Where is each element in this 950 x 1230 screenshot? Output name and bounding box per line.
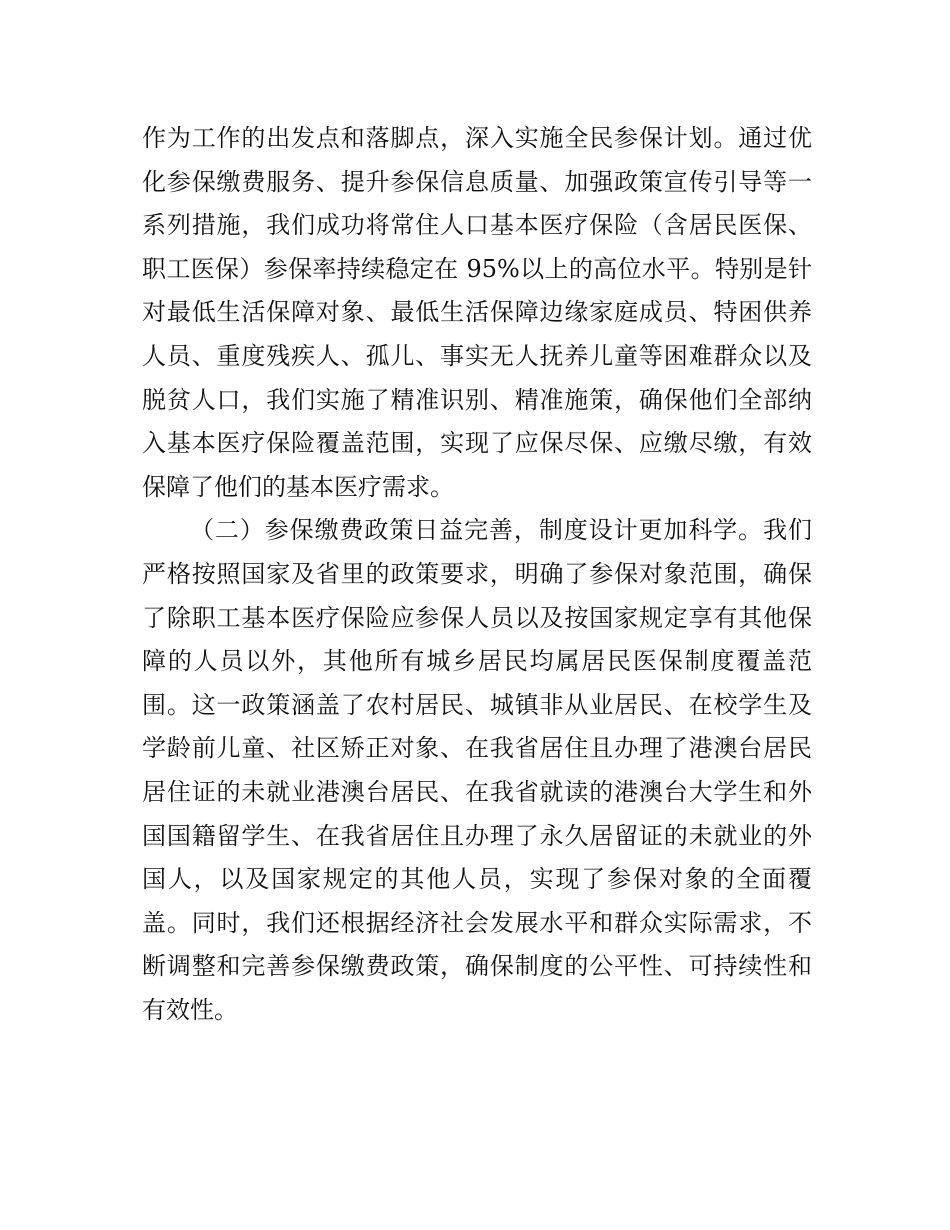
- paragraph-line: 断调整和完善参保缴费政策，确保制度的公平性、可持续性和: [142, 952, 812, 981]
- paragraph-line: 系列措施，我们成功将常住人口基本医疗保险（含居民医保、: [142, 211, 812, 240]
- paragraph-line: （二）参保缴费政策日益完善，制度设计更加科学。我们: [190, 516, 812, 545]
- paragraph-line: 保障了他们的基本医疗需求。: [142, 472, 454, 501]
- paragraph-line: 严格按照国家及省里的政策要求，明确了参保对象范围，确保: [142, 559, 812, 588]
- paragraph-line: 入基本医疗保险覆盖范围，实现了应保尽保、应缴尽缴，有效: [142, 429, 812, 458]
- paragraph-line: 国人，以及国家规定的其他人员，实现了参保对象的全面覆: [142, 865, 812, 894]
- paragraph-line: 学龄前儿童、社区矫正对象、在我省居住且办理了港澳台居民: [142, 734, 812, 763]
- paragraph-line: 职工医保）参保率持续稳定在 95%以上的高位水平。特别是针: [142, 254, 812, 283]
- paragraph-line: 有效性。: [142, 995, 238, 1024]
- paragraph-line: 国国籍留学生、在我省居住且办理了永久居留证的未就业的外: [142, 821, 812, 850]
- paragraph-line: 了除职工基本医疗保险应参保人员以及按国家规定享有其他保: [142, 603, 812, 632]
- paragraph-1: [142, 117, 812, 509]
- document-body: [142, 117, 812, 1032]
- paragraph-line: 作为工作的出发点和落脚点，深入实施全民参保计划。通过优: [142, 124, 812, 152]
- paragraph-line: 脱贫人口，我们实施了精准识别、精准施策，确保他们全部纳: [142, 385, 812, 414]
- paragraph-2: [142, 509, 812, 1032]
- paragraph-line: 居住证的未就业港澳台居民、在我省就读的港澳台大学生和外: [142, 777, 812, 806]
- paragraph-line: 对最低生活保障对象、最低生活保障边缘家庭成员、特困供养: [142, 298, 812, 327]
- paragraph-line: 盖。同时，我们还根据经济社会发展水平和群众实际需求，不: [142, 908, 812, 937]
- paragraph-line: 人员、重度残疾人、孤儿、事实无人抚养儿童等困难群众以及: [142, 341, 812, 370]
- paragraph-line: 围。这一政策涵盖了农村居民、城镇非从业居民、在校学生及: [142, 690, 812, 719]
- paragraph-line: 化参保缴费服务、提升参保信息质量、加强政策宣传引导等一: [142, 167, 812, 196]
- paragraph-line: 障的人员以外，其他所有城乡居民均属居民医保制度覆盖范: [142, 647, 812, 676]
